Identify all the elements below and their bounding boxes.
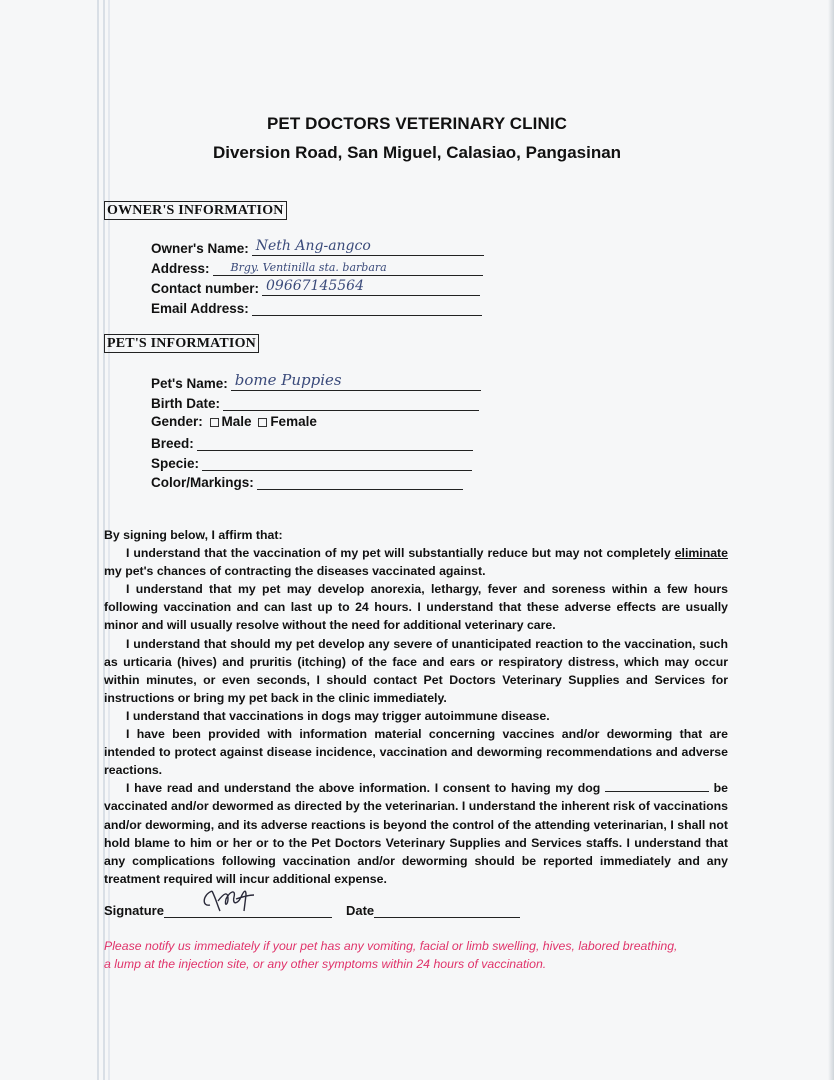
affirmation-paragraph-1	[104, 544, 728, 580]
breed-label: Breed:	[151, 436, 194, 451]
owner-section-title: OWNER'S INFORMATION	[104, 201, 287, 220]
pets-name-input[interactable]	[231, 373, 481, 391]
p6-start: I have read and understand the above information. I consent to having my dog	[126, 781, 605, 796]
email-input[interactable]	[252, 298, 482, 316]
affirmation-paragraph-2: I understand that my pet may develop anorexia, lethargy, fever and soreness within a few hours following vaccination and can last up to 24 hours. I understand that these adverse effects are usually minor and will usually resolve without the need for additional veterinary care.	[104, 582, 728, 633]
pets-name-field	[151, 373, 481, 391]
contact-number-field	[151, 278, 480, 296]
contact-number-input[interactable]	[262, 278, 480, 296]
color-markings-field	[151, 472, 463, 490]
clinic-name: PET DOCTORS VETERINARY CLINIC	[266, 114, 568, 133]
specie-field	[151, 453, 472, 471]
p6-end: be vaccinated and/or dewormed as directed by the veterinarian. I understand the inherent risk of vaccinations and/or deworming, and its adverse reactions is beyond the control of the attending veterinarian, I shall not hold blame to him or her or to the Pet Doctors Veterinary Supplies and Services staffs. I understand that any complications following vaccination and/or deworming should be reported immediately and any treatment required will incur additional expense.	[104, 781, 728, 886]
signature-row	[104, 901, 520, 918]
birth-date-input[interactable]	[223, 393, 479, 411]
contact-number-value: 09667145564	[266, 278, 364, 294]
owners-name-field	[151, 238, 484, 256]
date-input[interactable]	[374, 901, 520, 918]
birth-date-field	[151, 393, 479, 411]
handwritten-signature	[198, 885, 268, 919]
signature-label: Signature	[104, 903, 164, 918]
breed-input[interactable]	[197, 433, 473, 451]
owners-name-value: Neth Ang-angco	[255, 238, 371, 254]
female-option-label: Female	[270, 414, 317, 429]
pet-section-title: PET'S INFORMATION	[104, 334, 259, 353]
document-header	[0, 114, 834, 163]
affirmation-paragraph-3: I understand that should my pet develop any severe of unanticipated reaction to the vaccination, such as urticaria (hives) and pruritis (itching) of the face and ears or respiratory distress, which may occur within minutes, or even seconds, I should contact Pet Doctors Veterinary Supplies and Services for instructions or bring my pet back in the clinic immediately.	[104, 636, 728, 705]
dog-name-blank[interactable]	[605, 780, 709, 792]
specie-label: Specie:	[151, 456, 200, 471]
address-value: Brgy. Ventinilla sta. barbara	[230, 261, 387, 274]
gender-field	[151, 414, 317, 429]
address-label: Address:	[151, 261, 210, 276]
gender-label: Gender:	[151, 414, 203, 429]
clinic-address: Diversion Road, San Miguel, Calasiao, Pangasinan	[212, 143, 622, 162]
owners-name-input[interactable]	[252, 238, 484, 256]
specie-input[interactable]	[202, 453, 472, 471]
affirmation-text	[104, 526, 728, 888]
affirmation-paragraph-4: I understand that vaccinations in dogs may trigger autoimmune disease.	[126, 708, 550, 723]
affirmation-paragraph-6	[104, 779, 728, 888]
birth-date-label: Birth Date:	[151, 396, 221, 411]
vaccination-notice: Please notify us immediately if your pet has any vomiting, facial or limb swelling, hives, labored breathing, a lump at the injection site, or any other symptoms within 24 hours of vaccination.	[104, 939, 678, 971]
affirmation-paragraph-5: I have been provided with information material concerning vaccines and/or deworming that are intended to protect against disease incidence, vaccination and deworming recommendations and adverse reactions.	[104, 727, 728, 778]
breed-field	[151, 433, 473, 451]
female-checkbox[interactable]	[258, 418, 267, 427]
address-input[interactable]	[213, 258, 483, 276]
p1-underlined-word: eliminate	[674, 546, 728, 561]
pets-name-label: Pet's Name:	[151, 376, 228, 391]
email-field	[151, 298, 482, 316]
p1-end: my pet's chances of contracting the diseases vaccinated against.	[104, 564, 486, 579]
date-label: Date	[345, 903, 375, 918]
male-option-label: Male	[221, 414, 252, 429]
pets-name-value: bome Puppies	[234, 371, 342, 389]
owners-name-label: Owner's Name:	[151, 241, 249, 256]
email-label: Email Address:	[151, 301, 249, 316]
male-checkbox[interactable]	[210, 418, 219, 427]
address-field	[151, 258, 483, 276]
affirmation-intro: By signing below, I affirm that:	[104, 528, 283, 542]
signature-input[interactable]	[164, 901, 332, 918]
p1-start: I understand that the vaccination of my pet will substantially reduce but may not completely	[126, 546, 675, 561]
color-markings-input[interactable]	[257, 472, 463, 490]
color-markings-label: Color/Markings:	[151, 475, 254, 490]
contact-number-label: Contact number:	[151, 281, 259, 296]
